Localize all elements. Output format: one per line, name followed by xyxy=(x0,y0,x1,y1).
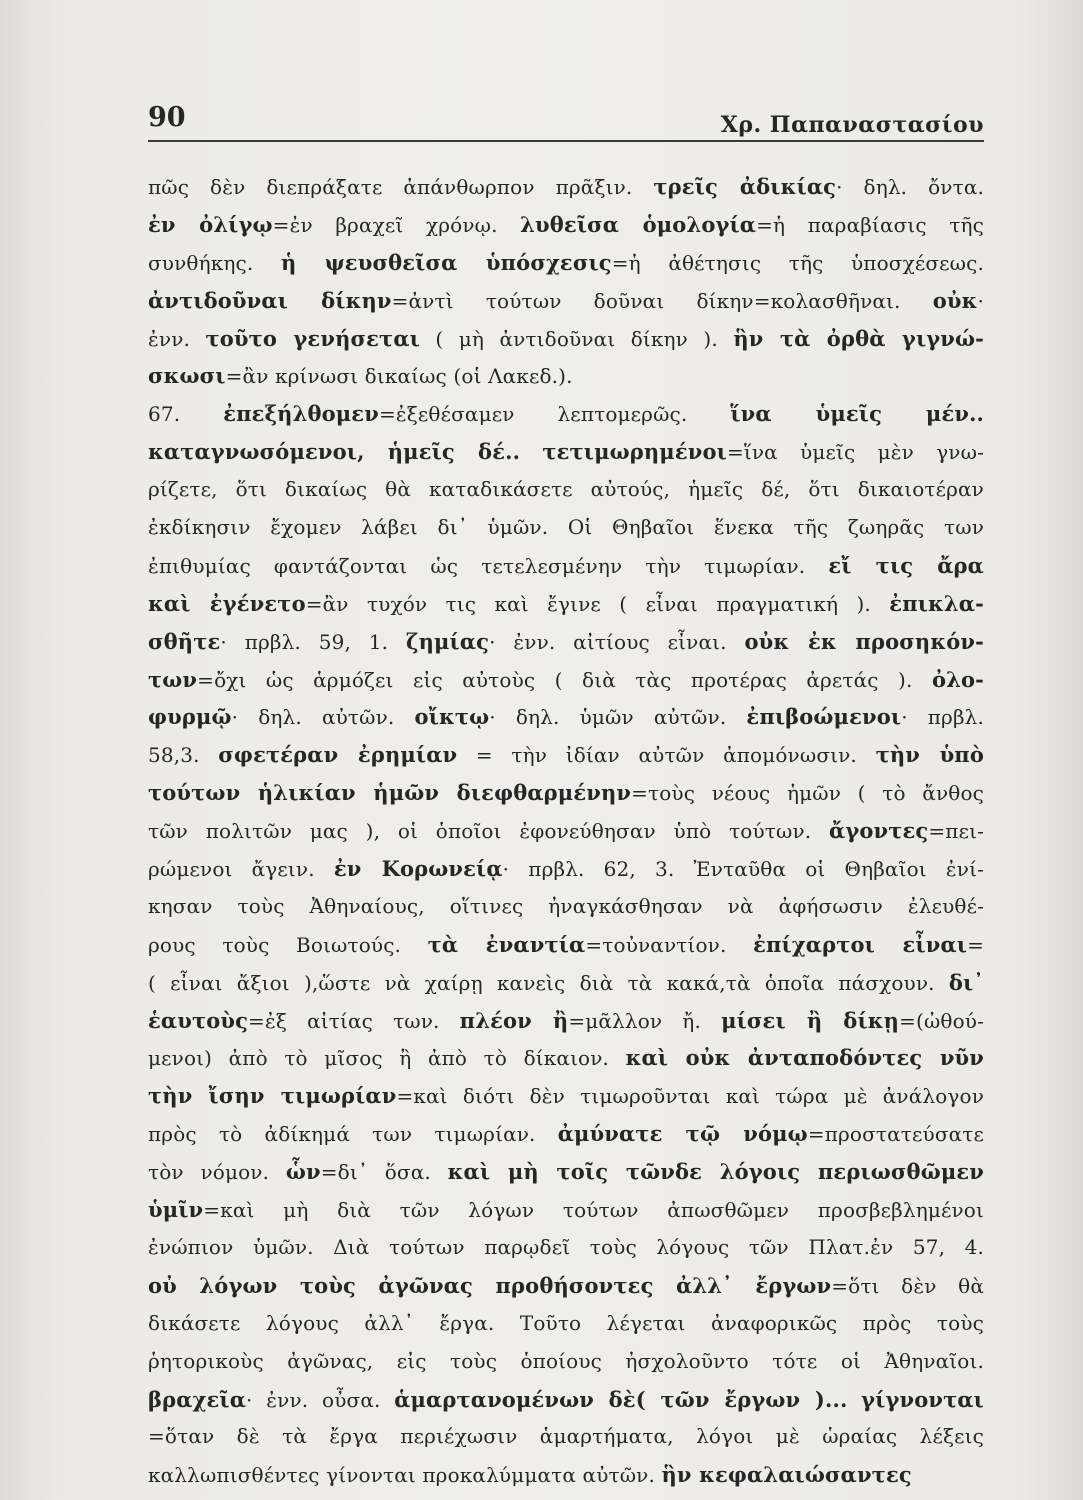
gloss-text: = τὴν ἰδίαν αὐτῶν ἀπομόνωσιν. xyxy=(457,743,876,768)
gloss-text: =ἀντὶ τούτων δοῦναι δίκην=κολασθῆναι. xyxy=(391,288,933,313)
lemma-bold: σφετέραν ἐρημίαν xyxy=(218,742,458,768)
gloss-text: · πρβλ. 59, 1. xyxy=(220,629,406,654)
gloss-text: =ἵνα ὑμεῖς μὲν γνω- xyxy=(726,440,984,465)
lemma-bold: ἐπιβοώμενοι xyxy=(746,704,902,730)
page-header xyxy=(148,96,984,142)
gloss-text: = xyxy=(967,932,984,957)
gloss-text: =προστατεύσατε xyxy=(807,1122,985,1147)
lemma-bold: ὧν xyxy=(285,1159,321,1185)
lemma-bold: τὴν ἴσην τιμωρίαν xyxy=(148,1083,397,1109)
lemma-bold: ἵνα ὑμεῖς μέν.. xyxy=(730,401,984,427)
lemma-bold: ζημίας xyxy=(405,628,490,654)
text-line xyxy=(148,1153,984,1191)
text-line xyxy=(148,471,984,509)
lemma-bold: σκωσι xyxy=(148,363,226,389)
gloss-text: · xyxy=(977,288,984,313)
gloss-text: 58,3. xyxy=(148,743,219,768)
lemma-bold: τοῦτο γενήσεται xyxy=(205,325,420,351)
lemma-bold: ὀλο- xyxy=(931,666,984,692)
lemma-bold: καὶ μὴ τοῖς τῶνδε λόγοις περιωσθῶμεν xyxy=(447,1159,984,1185)
gloss-text: δικάσετε λόγους ἀλλ᾿ ἔργα. Τοῦτο λέγεται ἀναφορικῶς πρὸς τοὺς xyxy=(148,1310,984,1335)
text-line xyxy=(148,509,984,547)
lemma-bold: λυθεῖσα ὁμολογία xyxy=(520,211,757,237)
lemma-bold: ἣν τὰ ὀρθὰ γιγνώ- xyxy=(733,325,985,351)
lemma-bold: ἐπίχαρτοι εἶναι xyxy=(753,931,968,957)
gloss-text: 67. xyxy=(148,402,224,427)
text-line xyxy=(148,1418,984,1456)
gloss-text: ἐκδίκησιν ἔχομεν λάβει δι᾿ ὑμῶν. Οἱ Θηβαῖοι ἕνεκα τῆς ζωηρᾶς των xyxy=(148,515,984,540)
text-line xyxy=(148,1305,984,1343)
gloss-text xyxy=(520,440,542,464)
gloss-text: =ὅταν δὲ τὰ ἔργα περιέχωσιν ἁμαρτήματα, λόγοι μὲ ὡραίας λέξεις xyxy=(148,1424,984,1449)
text-line xyxy=(148,1267,984,1305)
gloss-text: ἐνώπιον ὑμῶν. Διὰ τούτων παρῳδεῖ τοὺς λόγους τῶν Πλατ.ἐν 57, 4. xyxy=(148,1234,984,1259)
text-line xyxy=(148,661,984,699)
gloss-text: =ὄχι ὡς ἁρμόζει εἰς αὐτοὺς ( διὰ τὰς προτέρας ἀρετάς ). xyxy=(197,667,932,692)
text-line xyxy=(148,812,984,850)
lemma-bold: καὶ ἐγένετο xyxy=(148,590,306,616)
gloss-text xyxy=(847,1388,861,1412)
gloss-text: · δηλ. ὄντα. xyxy=(836,175,984,199)
gloss-text: =(ὠθού- xyxy=(899,1008,984,1033)
text-line xyxy=(148,736,984,774)
gloss-text: · ἐνν. αἰτίους εἶναι. xyxy=(489,629,745,654)
gloss-text: ρώμενοι ἄγειν. xyxy=(148,857,334,882)
gloss-text: =μᾶλλον ἤ. xyxy=(568,1008,722,1033)
lemma-bold: καταγνωσόμενοι, ἡμεῖς δέ.. xyxy=(148,439,521,465)
lemma-bold: των xyxy=(148,666,198,692)
text-line xyxy=(148,1229,984,1267)
lemma-bold: ἣν κεφαλαιώσαντες xyxy=(661,1462,912,1488)
text-line xyxy=(148,1456,984,1494)
lemma-bold: ἁμαρτανομένων δὲ( τῶν ἔργων )... xyxy=(394,1386,848,1412)
gloss-text: ( εἶναι ἄξιοι ),ὥστε νὰ χαίρῃ κανεὶς διὰ τὰ κακά,τὰ ὁποῖα πάσχουν. xyxy=(148,970,949,995)
gloss-text: · ἐνν. οὖσα. xyxy=(246,1387,395,1412)
gloss-text: =ἡ παραβίασις τῆς xyxy=(756,212,985,237)
text-line xyxy=(148,357,984,395)
gloss-text: =πει- xyxy=(928,819,984,844)
gloss-text: =ἂν κρίνωσι δικαίως (οἱ Λακεδ.). xyxy=(225,364,573,389)
text-line xyxy=(148,1381,984,1419)
gloss-text: =ἐξ αἰτίας των. xyxy=(248,1008,460,1033)
lemma-bold: οὐκ ἐκ προσηκόν- xyxy=(744,628,984,654)
lemma-bold: ἐπεξήλθομεν xyxy=(223,401,379,427)
lemma-bold: εἴ τις ἄρα xyxy=(828,552,984,578)
text-line xyxy=(148,698,984,736)
lemma-bold: τρεῖς ἀδικίας xyxy=(653,174,837,199)
text-line xyxy=(148,1077,984,1115)
lemma-bold: τετιμωρημένοι xyxy=(542,439,727,465)
text-line xyxy=(148,282,984,320)
gloss-text: · δηλ. αὐτῶν. xyxy=(231,705,415,730)
gloss-text: μενοι) ἀπὸ τὸ μῖσος ἢ ἀπὸ τὸ δίκαιον. xyxy=(148,1046,626,1071)
gloss-text: · πρβλ. 62, 3. Ἐνταῦθα οἱ Θηβαῖοι ἐνί- xyxy=(502,857,984,882)
gloss-text: =καὶ μὴ διὰ τῶν λόγων τούτων ἀπωσθῶμεν προσβεβλημένοι xyxy=(203,1198,984,1223)
gloss-text: τὸν νόμον. xyxy=(148,1160,286,1185)
text-line xyxy=(148,1343,984,1381)
lemma-bold: ἀμύνατε τῷ νόμῳ xyxy=(557,1121,808,1147)
lemma-bold: ἄγοντες xyxy=(829,818,929,844)
lemma-bold: δι᾿ xyxy=(948,969,984,995)
gloss-text: κησαν τοὺς Ἀθηναίους, οἵτινες ἠναγκάσθησαν νὰ ἀφήσωσιν ἐλευθέ- xyxy=(148,893,984,918)
gloss-text: ἐνν. xyxy=(148,326,206,351)
gloss-text: ρίζετε, ὅτι δικαίως θὰ καταδικάσετε αὐτούς, ἡμεῖς δέ, ὅτι δικαιοτέραν xyxy=(148,477,984,502)
text-line xyxy=(148,926,984,964)
gloss-text: =ὅτι δὲν θὰ xyxy=(831,1273,984,1298)
lemma-bold: φυρμῷ xyxy=(148,704,232,730)
gloss-text: τῶν πολιτῶν μας ), οἱ ὁποῖοι ἐφονεύθησαν ὑπὸ τούτων. xyxy=(148,819,830,844)
lemma-bold: τούτων ἡλικίαν ἡμῶν διεφθαρμένην xyxy=(148,780,632,806)
running-head: Χρ. Παπαναστασίου xyxy=(720,112,984,138)
lemma-bold: ὑμῖν xyxy=(148,1197,204,1223)
gloss-text: · δηλ. ὑμῶν αὐτῶν. xyxy=(489,705,747,730)
text-line xyxy=(148,547,984,585)
lemma-bold: τὴν ὑπὸ xyxy=(875,742,984,768)
gloss-text: πρὸς τὸ ἀδίκημά των τιμωρίαν. xyxy=(148,1122,558,1147)
lemma-bold: καὶ οὐκ ἀνταποδόντες νῦν xyxy=(625,1045,984,1071)
lemma-bold: ἡ ψευσθεῖσα ὑπόσχεσις xyxy=(280,249,612,275)
text-line xyxy=(148,1115,984,1153)
lemma-bold: ἐπικλα- xyxy=(889,590,984,616)
gloss-text: =ἐν βραχεῖ χρόνῳ. xyxy=(272,212,521,237)
lemma-bold: ἐν Κορωνείᾳ xyxy=(333,856,503,882)
text-line xyxy=(148,585,984,623)
gloss-text: =ἂν τυχόν τις καὶ ἔγινε ( εἶναι πραγματική ). xyxy=(305,591,890,616)
lemma-bold: τὰ ἐναντία xyxy=(427,931,586,957)
text-line xyxy=(148,623,984,661)
text-line xyxy=(148,888,984,926)
text-line xyxy=(148,964,984,1002)
lemma-bold: γίγνονται xyxy=(861,1386,984,1412)
lemma-bold: βραχεῖα xyxy=(148,1386,247,1412)
header-rule xyxy=(148,140,984,142)
lemma-bold: ἑαυτοὺς xyxy=(148,1007,249,1033)
lemma-bold: ἀντιδοῦναι δίκην xyxy=(148,287,392,313)
gloss-text: ῥητορικοὺς ἀγῶνας, εἰς τοὺς ὁποίους ἠσχολοῦντο τότε οἱ Ἀθηναῖοι. xyxy=(148,1348,984,1373)
gloss-text: συνθήκης. xyxy=(148,250,281,275)
text-line xyxy=(148,850,984,888)
page-number: 90 xyxy=(148,102,186,133)
text-line xyxy=(148,206,984,244)
gloss-text: πῶς δὲν διεπράξατε ἀπάνθωρπον πρᾶξιν. xyxy=(148,175,654,199)
gloss-text: ἐπιθυμίας φαντάζονται ὡς τετελεσμένην τὴν τιμωρίαν. xyxy=(148,553,829,578)
gloss-text: =τοὐναντίον. xyxy=(585,932,754,957)
gloss-text: =ἡ ἀθέτησις τῆς ὑποσχέσεως. xyxy=(611,250,985,275)
gloss-text: ( μὴ ἀντιδοῦναι δίκην ). xyxy=(419,326,734,351)
text-line xyxy=(148,433,984,471)
gloss-text: =ἐξεθέσαμεν λεπτομερῶς. xyxy=(378,402,731,427)
lemma-bold: σθῆτε xyxy=(148,628,221,654)
gloss-text: =δι᾿ ὅσα. xyxy=(320,1160,448,1185)
gloss-text: =καὶ διότι δὲν τιμωροῦνται καὶ τώρα μὲ ἀνάλογον xyxy=(396,1084,984,1109)
text-line xyxy=(148,1039,984,1077)
gloss-text: ρους τοὺς Βοιωτούς. xyxy=(148,932,428,957)
text-line xyxy=(148,1191,984,1229)
text-line xyxy=(148,774,984,812)
lemma-bold: μίσει ἢ δίκῃ xyxy=(721,1007,900,1033)
lemma-bold: ἐν ὀλίγῳ xyxy=(148,211,273,237)
gloss-text: καλλωπισθέντες γίνονται προκαλύμματα αὐτῶν. xyxy=(148,1463,662,1488)
lemma-bold: οὐκ xyxy=(932,287,978,313)
lemma-bold: οἴκτῳ xyxy=(414,704,490,730)
text-line xyxy=(148,244,984,282)
commentary-text xyxy=(148,168,984,1494)
text-line xyxy=(148,320,984,358)
text-line xyxy=(148,1002,984,1040)
lemma-bold: πλέον ἢ xyxy=(459,1007,569,1033)
gloss-text: · πρβλ. xyxy=(901,705,985,730)
lemma-bold: οὐ λόγων τοὺς ἀγῶνας προθήσοντες ἀλλ᾿ ἔργων xyxy=(148,1272,832,1298)
text-line xyxy=(148,168,984,206)
text-line xyxy=(148,395,984,433)
gloss-text: =τοὺς νέους ἡμῶν ( τὸ ἄνθος xyxy=(631,781,984,806)
